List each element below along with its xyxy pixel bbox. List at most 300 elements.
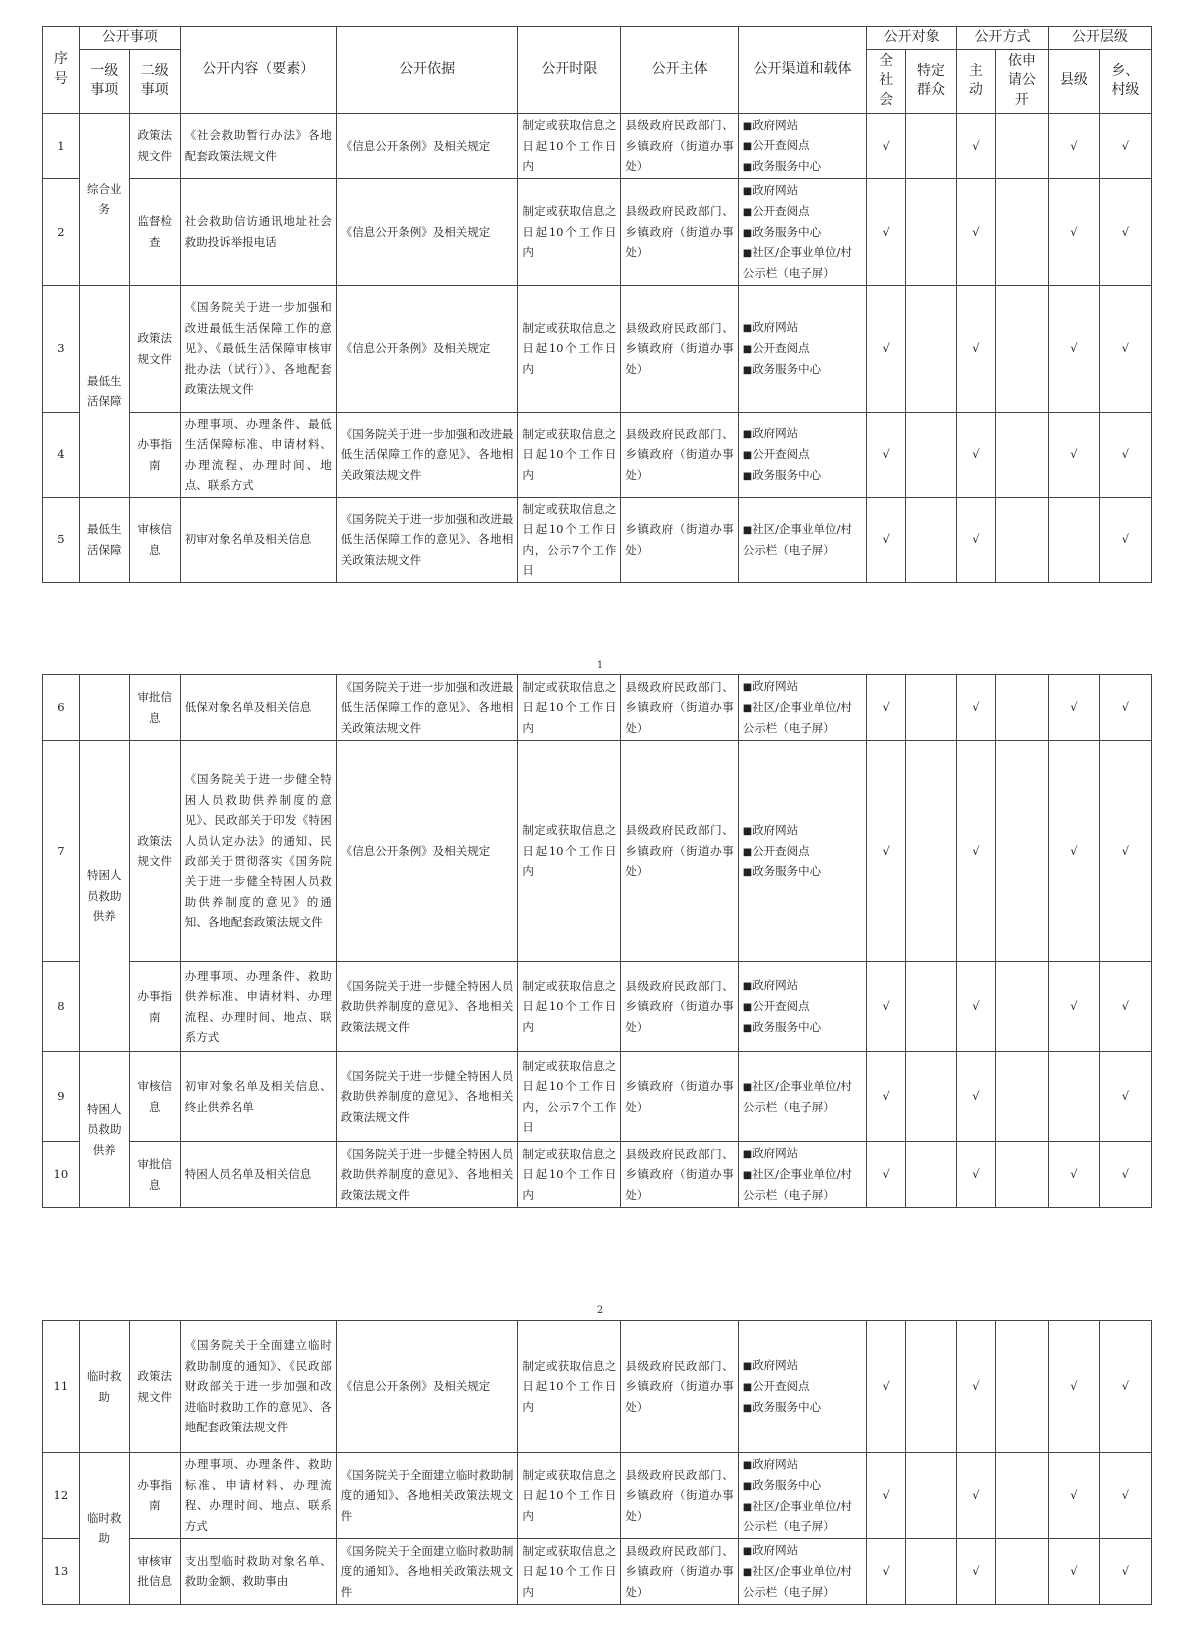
row-number: 10	[43, 1142, 80, 1208]
channel-text: 公开查阅点	[752, 203, 810, 218]
channel-item	[743, 841, 863, 862]
channel-text: 社区/企事业单位/村公示栏（电子屏）	[742, 1078, 852, 1114]
check-mark-icon: √	[867, 178, 906, 285]
basis-cell: 《信息公开条例》及相关规定	[336, 741, 518, 962]
bullet-square-icon: ■	[742, 1567, 753, 1579]
level2-cell: 政策法规文件	[129, 113, 180, 178]
channel-cell	[738, 1538, 867, 1604]
channel-text: 公开查阅点	[752, 341, 810, 356]
channel-text: 政府网站	[752, 822, 799, 837]
empty-cell	[906, 412, 957, 497]
bullet-square-icon: ■	[742, 1460, 753, 1471]
channel-item	[743, 317, 863, 338]
content-cell: 支出型临时救助对象名单、救助金额、救助事由	[180, 1538, 336, 1604]
header-specific-text: 特定群众	[917, 62, 946, 99]
content-cell: 《国务院关于进一步加强和改进最低生活保障工作的意见》、《最低生活保障审核审批办法（试行）》、各地配套政策法规文件	[180, 285, 336, 412]
empty-cell	[906, 113, 957, 178]
bullet-square-icon: ■	[742, 1546, 753, 1558]
check-mark-icon: √	[957, 412, 996, 497]
check-mark-icon: √	[867, 741, 906, 962]
channel-cell	[738, 1052, 867, 1142]
basis-cell: 《信息公开条例》及相关规定	[336, 1321, 518, 1453]
check-mark-icon: √	[957, 1538, 996, 1604]
check-mark-icon: √	[1099, 741, 1151, 962]
basis-cell: 《国务院关于全面建立临时救助制度的通知》、各地相关政策法规文件	[336, 1453, 518, 1539]
time-cell: 制定或获取信息之日起10个工作日内	[518, 741, 621, 962]
check-mark-icon: √	[1099, 285, 1151, 412]
check-mark-icon: √	[957, 1142, 996, 1208]
level1-cell: 综合业务	[79, 113, 129, 285]
level1-cell	[79, 675, 129, 741]
level2-cell: 审核审批信息	[129, 1538, 180, 1604]
empty-cell	[995, 285, 1048, 412]
time-cell: 制定或获取信息之日起10个工作日内	[518, 1453, 621, 1539]
channel-text: 政府网站	[752, 182, 799, 197]
table-row	[43, 285, 1152, 412]
check-mark-icon: √	[957, 741, 996, 962]
bullet-square-icon: ■	[742, 206, 753, 218]
channel-item	[743, 465, 863, 486]
header-active	[957, 49, 996, 113]
channel-cell	[738, 1142, 867, 1208]
channel-item	[743, 1397, 863, 1418]
empty-cell	[995, 113, 1048, 178]
empty-cell	[995, 962, 1048, 1052]
channel-text: 政务服务中心	[752, 1477, 822, 1492]
table-row	[43, 412, 1152, 497]
check-mark-icon: √	[1099, 1321, 1151, 1453]
channel-text: 公开查阅点	[752, 447, 810, 462]
empty-cell	[995, 178, 1048, 285]
empty-cell	[995, 1321, 1048, 1453]
bullet-square-icon: ■	[742, 981, 753, 993]
channel-cell	[738, 497, 867, 582]
level2-cell: 监督检查	[129, 178, 180, 285]
channel-text: 社区/企事业单位/村公示栏（电子屏）	[742, 700, 852, 736]
bullet-square-icon: ■	[742, 162, 753, 174]
subject-cell: 县级政府民政部门、乡镇政府（街道办事处）	[621, 675, 738, 741]
subject-cell: 县级政府民政部门、乡镇政府（街道办事处）	[621, 1538, 738, 1604]
channel-item	[743, 1164, 863, 1205]
empty-cell	[995, 412, 1048, 497]
time-cell: 制定或获取信息之日起10个工作日内	[518, 1321, 621, 1453]
channel-text: 政府网站	[752, 978, 799, 993]
level2-cell: 政策法规文件	[129, 285, 180, 412]
channel-cell	[738, 113, 867, 178]
level1-cell: 临时救助	[79, 1321, 129, 1453]
channel-text: 政府网站	[752, 320, 799, 335]
row-number: 5	[43, 497, 80, 582]
subject-cell: 县级政府民政部门、乡镇政府（街道办事处）	[621, 1453, 738, 1539]
bullet-square-icon: ■	[742, 525, 753, 536]
row-number: 7	[43, 741, 80, 962]
subject-cell: 县级政府民政部门、乡镇政府（街道办事处）	[621, 113, 738, 178]
table-row	[43, 178, 1152, 285]
subject-cell: 县级政府民政部门、乡镇政府（街道办事处）	[621, 1321, 738, 1453]
header-level-group: 公开层级	[1048, 27, 1151, 50]
bullet-square-icon: ■	[742, 825, 753, 837]
content-cell: 办理事项、办理条件、救助供养标准、申请材料、办理流程、办理时间、地点、联系方式	[180, 962, 336, 1052]
level2-cell: 办事指南	[129, 412, 180, 497]
channel-item	[743, 975, 863, 996]
header-level2	[129, 49, 180, 113]
subject-cell: 县级政府民政部门、乡镇政府（街道办事处）	[621, 285, 738, 412]
check-mark-icon: √	[1048, 1538, 1099, 1604]
basis-cell: 《信息公开条例》及相关规定	[336, 113, 518, 178]
channel-text: 政府网站	[752, 679, 799, 694]
empty-cell	[906, 1453, 957, 1539]
content-cell: 《社会救助暂行办法》各地配套政策法规文件	[180, 113, 336, 178]
table-row	[43, 962, 1152, 1052]
channel-item	[743, 180, 863, 201]
header-township	[1099, 49, 1151, 113]
channel-item	[743, 1076, 863, 1117]
bullet-square-icon: ■	[742, 471, 753, 483]
time-cell: 制定或获取信息之日起10个工作日内	[518, 675, 621, 741]
bullet-square-icon: ■	[742, 1480, 753, 1492]
subject-cell: 县级政府民政部门、乡镇政府（街道办事处）	[621, 178, 738, 285]
channel-item	[743, 1143, 863, 1164]
header-specific	[906, 49, 957, 113]
time-cell: 制定或获取信息之日起10个工作日内	[518, 962, 621, 1052]
level2-cell: 审核信息	[129, 497, 180, 582]
channel-item	[743, 444, 863, 465]
bullet-square-icon: ■	[742, 141, 753, 153]
row-number: 2	[43, 178, 80, 285]
check-mark-icon: √	[867, 1453, 906, 1539]
empty-cell	[995, 675, 1048, 741]
bullet-square-icon: ■	[742, 1382, 753, 1394]
check-mark-icon: √	[957, 285, 996, 412]
channel-text: 政府网站	[752, 1146, 799, 1161]
subject-cell: 县级政府民政部门、乡镇政府（街道办事处）	[621, 412, 738, 497]
check-mark-icon: √	[1048, 675, 1099, 741]
disclosure-table-2	[42, 674, 1152, 1208]
level2-cell: 办事指南	[129, 1453, 180, 1539]
channel-text: 政务服务中心	[752, 1019, 822, 1034]
bullet-square-icon: ■	[742, 429, 753, 441]
table-row	[43, 1052, 1152, 1142]
basis-cell: 《国务院关于进一步健全特困人员救助供养制度的意见》、各地相关政策法规文件	[336, 962, 518, 1052]
channel-item	[743, 135, 863, 156]
channel-item	[743, 1540, 863, 1561]
check-mark-icon: √	[867, 113, 906, 178]
row-number: 11	[43, 1321, 80, 1453]
table-row	[43, 1321, 1152, 1453]
check-mark-icon: √	[1048, 412, 1099, 497]
channel-text: 政务服务中心	[752, 864, 822, 879]
empty-cell	[995, 1142, 1048, 1208]
check-mark-icon: √	[957, 1453, 996, 1539]
row-number: 9	[43, 1052, 80, 1142]
empty-cell	[906, 1142, 957, 1208]
channel-item	[743, 820, 863, 841]
check-mark-icon: √	[1048, 178, 1099, 285]
empty-cell	[1048, 497, 1099, 582]
time-cell: 制定或获取信息之日起10个工作日内	[518, 285, 621, 412]
channel-cell	[738, 1453, 867, 1539]
time-cell: 制定或获取信息之日起10个工作日内	[518, 113, 621, 178]
table-row	[43, 1453, 1152, 1539]
bullet-square-icon: ■	[742, 1022, 753, 1034]
check-mark-icon: √	[1099, 1453, 1151, 1539]
basis-cell: 《信息公开条例》及相关规定	[336, 285, 518, 412]
bullet-square-icon: ■	[742, 846, 753, 858]
time-cell: 制定或获取信息之日起10个工作日内	[518, 178, 621, 285]
bullet-square-icon: ■	[742, 248, 753, 260]
header-subject: 公开主体	[621, 27, 738, 114]
level1-cell: 最低生活保障	[79, 497, 129, 582]
time-cell: 制定或获取信息之日起10个工作日内	[518, 1538, 621, 1604]
channel-item	[743, 423, 863, 444]
channel-text: 社区/企事业单位/村公示栏（电子屏）	[742, 1167, 852, 1203]
channel-item	[743, 1475, 863, 1496]
content-cell: 低保对象名单及相关信息	[180, 675, 336, 741]
header-active-text: 主动	[968, 62, 983, 99]
empty-cell	[906, 497, 957, 582]
channel-item	[743, 996, 863, 1017]
channel-text: 政府网站	[752, 1358, 799, 1373]
time-cell: 制定或获取信息之日起10个工作日内，公示7个工作日	[518, 1052, 621, 1142]
bullet-square-icon: ■	[742, 1081, 753, 1093]
check-mark-icon: √	[1099, 962, 1151, 1052]
bullet-square-icon: ■	[742, 1149, 753, 1161]
channel-text: 公开查阅点	[752, 138, 810, 153]
header-on-request-text: 依申请公开	[1007, 52, 1036, 108]
basis-cell: 《国务院关于全面建立临时救助制度的通知》、各地相关政策法规文件	[336, 1538, 518, 1604]
empty-cell	[906, 285, 957, 412]
check-mark-icon: √	[1048, 1142, 1099, 1208]
bullet-square-icon: ■	[742, 867, 753, 879]
bullet-square-icon: ■	[742, 1361, 753, 1373]
time-cell: 制定或获取信息之日起10个工作日内，公示7个工作日	[518, 497, 621, 582]
empty-cell	[995, 741, 1048, 962]
channel-cell	[738, 1321, 867, 1453]
level2-cell: 审批信息	[129, 1142, 180, 1208]
check-mark-icon: √	[1099, 1538, 1151, 1604]
bullet-square-icon: ■	[742, 344, 753, 356]
content-cell: 初审对象名单及相关信息、终止供养名单	[180, 1052, 336, 1142]
check-mark-icon: √	[957, 1052, 996, 1142]
bullet-square-icon: ■	[742, 703, 753, 715]
check-mark-icon: √	[867, 1052, 906, 1142]
subject-cell: 乡镇政府（街道办事处）	[621, 497, 738, 582]
basis-cell: 《国务院关于进一步加强和改进最低生活保障工作的意见》、各地相关政策法规文件	[336, 675, 518, 741]
channel-text: 社区/企事业单位/村公示栏（电子屏）	[742, 1498, 852, 1534]
row-number: 12	[43, 1453, 80, 1539]
header-seq	[43, 27, 80, 114]
content-cell: 办理事项、办理条件、救助标准、申请材料、办理流程、办理时间、地点、联系方式	[180, 1453, 336, 1539]
check-mark-icon: √	[867, 962, 906, 1052]
channel-item	[743, 1496, 863, 1537]
content-cell: 社会救助信访通讯地址社会救助投诉举报电话	[180, 178, 336, 285]
channel-item	[743, 201, 863, 222]
header-all-society	[867, 49, 906, 113]
channel-item	[743, 1355, 863, 1376]
channel-item	[743, 519, 863, 560]
channel-text: 政务服务中心	[752, 1399, 822, 1414]
channel-text: 社区/企事业单位/村公示栏（电子屏）	[742, 1564, 852, 1599]
header-basis: 公开依据	[336, 27, 518, 114]
bullet-square-icon: ■	[742, 185, 753, 197]
check-mark-icon: √	[1048, 1453, 1099, 1539]
check-mark-icon: √	[1099, 1142, 1151, 1208]
header-level2-text: 二级事项	[140, 62, 169, 99]
level2-cell: 审核信息	[129, 1052, 180, 1142]
channel-text: 公开查阅点	[752, 843, 810, 858]
row-number: 13	[43, 1538, 80, 1604]
empty-cell	[995, 497, 1048, 582]
check-mark-icon: √	[867, 1321, 906, 1453]
header-level1-text: 一级事项	[90, 62, 119, 99]
check-mark-icon: √	[957, 675, 996, 741]
row-number: 4	[43, 412, 80, 497]
table-row	[43, 1538, 1152, 1604]
bullet-square-icon: ■	[742, 1402, 753, 1414]
disclosure-table-3	[42, 1320, 1152, 1605]
check-mark-icon: √	[867, 1538, 906, 1604]
level1-cell: 特困人员救助供养	[79, 1052, 129, 1208]
header-content: 公开内容（要素）	[180, 27, 336, 114]
row-number: 8	[43, 962, 80, 1052]
header-target-group: 公开对象	[867, 27, 957, 50]
header-on-request	[995, 49, 1048, 113]
channel-text: 公开查阅点	[752, 1379, 810, 1394]
check-mark-icon: √	[1048, 285, 1099, 412]
channel-cell	[738, 962, 867, 1052]
channel-item	[743, 1561, 863, 1602]
time-cell: 制定或获取信息之日起10个工作日内	[518, 1142, 621, 1208]
basis-cell: 《国务院关于进一步加强和改进最低生活保障工作的意见》、各地相关政策法规文件	[336, 497, 518, 582]
check-mark-icon: √	[1099, 1052, 1151, 1142]
check-mark-icon: √	[957, 962, 996, 1052]
channel-text: 政府网站	[752, 426, 799, 441]
empty-cell	[906, 741, 957, 962]
channel-item	[743, 359, 863, 380]
channel-text: 政务服务中心	[752, 468, 822, 483]
content-cell: 《国务院关于全面建立临时救助制度的通知》、《民政部 财政部关于进一步加强和改进临时救助工作的意见》、各地配套政策法规文件	[180, 1321, 336, 1453]
bullet-square-icon: ■	[742, 450, 753, 462]
empty-cell	[906, 675, 957, 741]
channel-cell	[738, 285, 867, 412]
channel-cell	[738, 741, 867, 962]
check-mark-icon: √	[1099, 675, 1151, 741]
page-number: 1	[596, 660, 604, 671]
check-mark-icon: √	[1048, 1321, 1099, 1453]
basis-cell: 《国务院关于进一步健全特困人员救助供养制度的意见》、各地相关政策法规文件	[336, 1052, 518, 1142]
check-mark-icon: √	[867, 412, 906, 497]
bullet-square-icon: ■	[742, 120, 753, 132]
table-row	[43, 741, 1152, 962]
channel-text: 政务服务中心	[752, 159, 822, 174]
check-mark-icon: √	[867, 497, 906, 582]
level2-cell: 政策法规文件	[129, 1321, 180, 1453]
channel-text: 政府网站	[752, 117, 799, 132]
empty-cell	[906, 1321, 957, 1453]
channel-cell	[738, 412, 867, 497]
header-level1	[79, 49, 129, 113]
row-number: 6	[43, 675, 80, 741]
content-cell: 办理事项、办理条件、最低生活保障标准、申请材料、办理流程、办理时间、地点、联系方式	[180, 412, 336, 497]
bullet-square-icon: ■	[742, 1170, 753, 1182]
header-seq-text: 序号	[53, 51, 68, 87]
empty-cell	[995, 1453, 1048, 1539]
channel-item	[743, 242, 863, 283]
channel-cell	[738, 675, 867, 741]
basis-cell: 《国务院关于进一步健全特困人员救助供养制度的意见》、各地相关政策法规文件	[336, 1142, 518, 1208]
row-number: 3	[43, 285, 80, 412]
check-mark-icon: √	[867, 285, 906, 412]
content-cell: 初审对象名单及相关信息	[180, 497, 336, 582]
row-number: 1	[43, 113, 80, 178]
time-cell: 制定或获取信息之日起10个工作日内	[518, 412, 621, 497]
empty-cell	[995, 1538, 1048, 1604]
channel-item	[743, 1376, 863, 1397]
channel-item	[743, 156, 863, 177]
table-row	[43, 1142, 1152, 1208]
header-county: 县级	[1048, 49, 1099, 113]
level1-cell: 特困人员救助供养	[79, 741, 129, 1052]
bullet-square-icon: ■	[742, 227, 753, 239]
channel-text: 政务服务中心	[752, 224, 822, 239]
check-mark-icon: √	[1048, 962, 1099, 1052]
check-mark-icon: √	[1099, 412, 1151, 497]
subject-cell: 乡镇政府（街道办事处）	[621, 1052, 738, 1142]
page-number: 2	[596, 1305, 604, 1316]
channel-item	[743, 222, 863, 243]
header-all-society-text: 全社会	[879, 52, 894, 108]
channel-item	[743, 338, 863, 359]
level2-cell: 政策法规文件	[129, 741, 180, 962]
subject-cell: 县级政府民政部门、乡镇政府（街道办事处）	[621, 741, 738, 962]
check-mark-icon: √	[867, 1142, 906, 1208]
channel-item	[743, 676, 863, 697]
channel-item	[743, 1454, 863, 1475]
table-row	[43, 675, 1152, 741]
level1-cell: 最低生活保障	[79, 285, 129, 497]
empty-cell	[1048, 1052, 1099, 1142]
empty-cell	[906, 1052, 957, 1142]
empty-cell	[995, 1052, 1048, 1142]
content-cell: 《国务院关于进一步健全特困人员救助供养制度的意见》、民政部关于印发《特困人员认定办法》的通知、民政部关于贯彻落实《国务院关于进一步健全特困人员救助供养制度的意见》的通知、各地配套政策法规文件	[180, 741, 336, 962]
header-township-text: 乡、村级	[1111, 62, 1140, 99]
empty-cell	[906, 962, 957, 1052]
channel-text: 政府网站	[752, 1543, 799, 1558]
channel-item	[743, 697, 863, 738]
channel-text: 社区/企事业单位/村公示栏（电子屏）	[742, 245, 852, 281]
channel-cell	[738, 178, 867, 285]
check-mark-icon: √	[867, 675, 906, 741]
header-channel: 公开渠道和载体	[738, 27, 867, 114]
table-row	[43, 113, 1152, 178]
bullet-square-icon: ■	[742, 682, 753, 694]
bullet-square-icon: ■	[742, 1002, 753, 1014]
level2-cell: 审批信息	[129, 675, 180, 741]
check-mark-icon: √	[957, 497, 996, 582]
check-mark-icon: √	[1048, 113, 1099, 178]
empty-cell	[906, 1538, 957, 1604]
header-items-group: 公开事项	[79, 27, 180, 50]
channel-text: 社区/企事业单位/村公示栏（电子屏）	[742, 522, 852, 557]
disclosure-table-1	[42, 26, 1152, 583]
channel-item	[743, 115, 863, 136]
channel-text: 政府网站	[752, 1457, 799, 1471]
check-mark-icon: √	[957, 113, 996, 178]
level1-cell: 临时救助	[79, 1453, 129, 1605]
empty-cell	[906, 178, 957, 285]
subject-cell: 县级政府民政部门、乡镇政府（街道办事处）	[621, 962, 738, 1052]
bullet-square-icon: ■	[742, 365, 753, 377]
